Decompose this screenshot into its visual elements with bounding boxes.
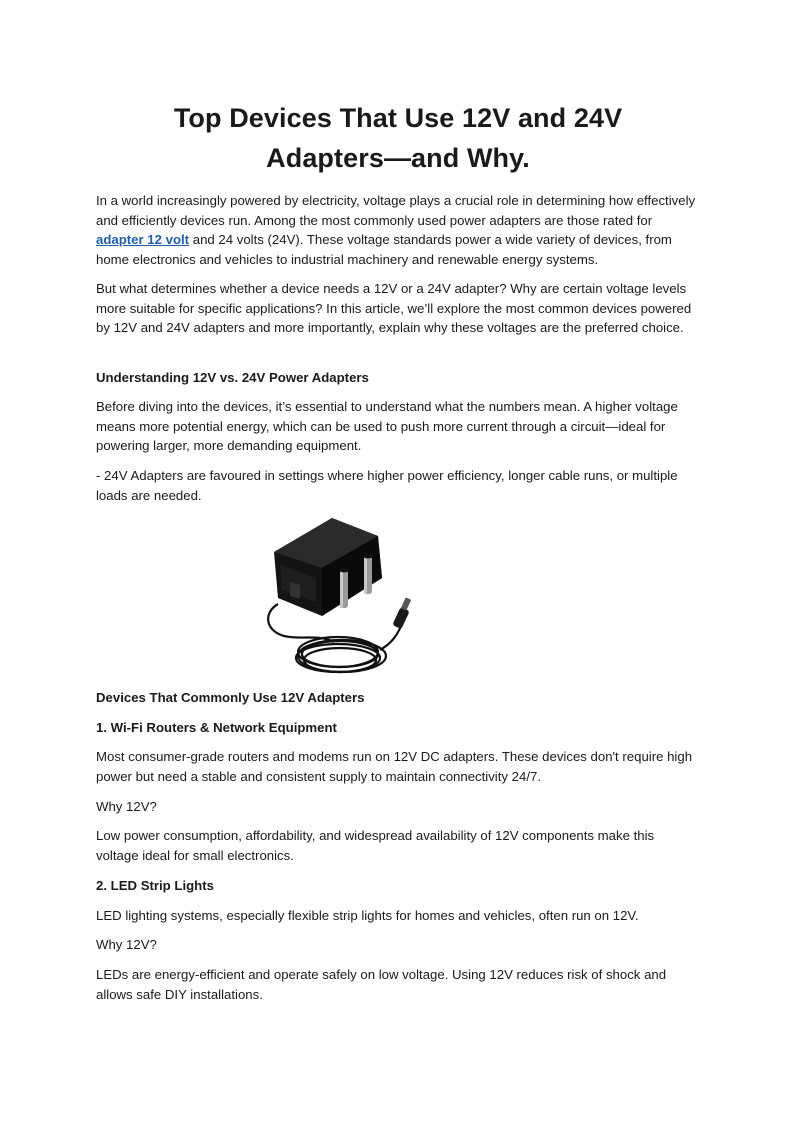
heading-devices-12v: Devices That Commonly Use 12V Adapters [96, 690, 365, 705]
wifi-reason-paragraph: Low power consumption, affordability, and widespread availability of 12V components make this voltage ideal for small electronics. [96, 828, 655, 863]
adapter-12-volt-link[interactable]: adapter 12 volt [96, 232, 190, 248]
led-reason-paragraph: LEDs are energy-efficient and operate safely on low voltage. Using 12V reduces risk of shock and allows safe DIY installations. [96, 967, 667, 1002]
power-adapter-image [260, 512, 416, 678]
wifi-why-label: Why 12V? [96, 799, 157, 814]
paragraph-3: Before diving into the devices, it’s essential to understand what the numbers mean. A higher voltage means more potential energy, which can be used to push more current through a circuit—ideal for powering larger, more demanding equipment. [96, 399, 678, 454]
dc-plug-icon [392, 597, 411, 629]
led-why-label: Why 12V? [96, 937, 157, 952]
heading-wifi-routers: 1. Wi-Fi Routers & Network Equipment [96, 720, 337, 735]
paragraph-2: But what determines whether a device needs a 12V or a 24V adapter? Why are certain voltage levels more suitable for specific applications? In this article, we’ll explore the most common devices powered by 12V and 24V adapters and more importantly, explain why these voltages are the preferred choice. [96, 281, 692, 336]
paragraph-4: - 24V Adapters are favoured in settings where higher power efficiency, longer cable runs, or multiple loads are needed. [96, 468, 678, 503]
cable-coil-icon [268, 604, 402, 672]
heading-understanding: Understanding 12V vs. 24V Power Adapters [96, 370, 369, 385]
title-line-2: Adapters—and Why. [266, 143, 530, 173]
heading-led-strip: 2. LED Strip Lights [96, 878, 214, 893]
led-paragraph: LED lighting systems, especially flexible strip lights for homes and vehicles, often run on 12V. [96, 908, 639, 923]
document-title [96, 98, 700, 178]
title-line-1: Top Devices That Use 12V and 24V [173, 103, 623, 133]
intro-text-start: In a world increasingly powered by electricity, voltage plays a crucial role in determining how effectively and efficiently devices run. Among the most commonly used power adapters are those rated for [96, 193, 696, 228]
intro-text-end: and 24 volts (24V). These voltage standards power a wide variety of devices, from home electronics and vehicles to industrial machinery and renewable energy systems. [96, 232, 672, 267]
wifi-paragraph: Most consumer-grade routers and modems run on 12V DC adapters. These devices don't require high power but need a stable and consistent supply to maintain connectivity 24/7. [96, 749, 693, 784]
intro-paragraph [96, 191, 700, 269]
